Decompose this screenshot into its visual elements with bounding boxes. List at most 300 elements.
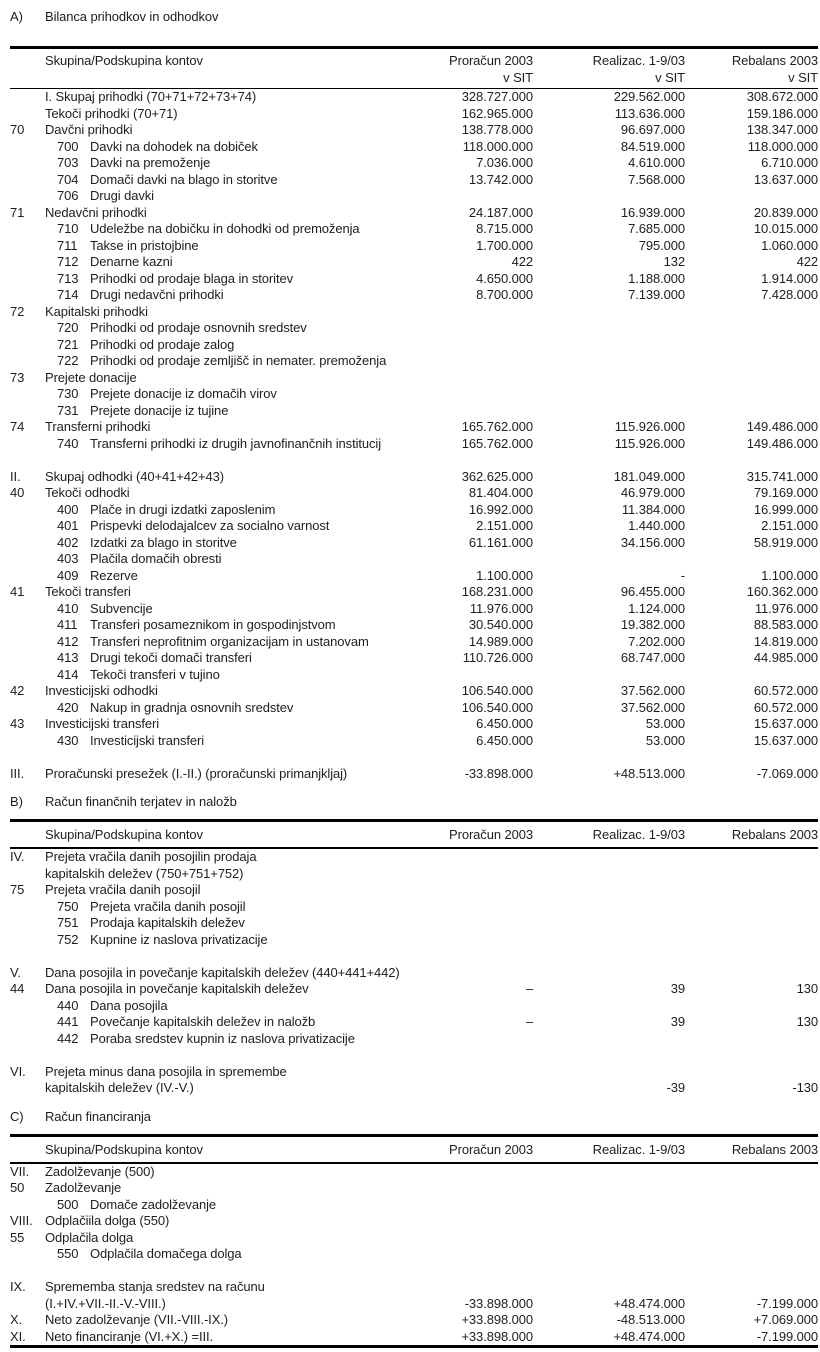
- row-value-proracun: [420, 320, 533, 337]
- row-subcode: 420: [57, 699, 79, 715]
- table-row: [10, 601, 818, 618]
- row-description-text: Transferni prihodki: [45, 419, 151, 434]
- row-description: [45, 667, 420, 684]
- row-value-realizac: [533, 849, 685, 866]
- row-value-proracun: 165.762.000: [461, 435, 533, 451]
- row-description: [45, 469, 420, 486]
- table-row: [10, 915, 818, 932]
- row-code: [10, 866, 45, 883]
- spacer-row: [10, 1047, 818, 1064]
- row-code: [10, 568, 45, 585]
- row-value-realizac: 16.939.000: [620, 204, 685, 220]
- row-value-realizac: [533, 370, 685, 387]
- row-value-proracun: 14.989.000: [468, 633, 533, 649]
- row-value-rebalans: [685, 1164, 818, 1181]
- table-row: [10, 568, 818, 585]
- row-value-proracun: 362.625.000: [461, 468, 533, 484]
- row-value-proracun: [420, 1180, 533, 1197]
- row-value-realizac: [533, 304, 685, 321]
- row-value-realizac: [533, 899, 685, 916]
- row-code: [10, 551, 45, 568]
- table-row: [10, 535, 818, 552]
- row-value-proracun: 422: [511, 254, 533, 269]
- row-subcode: 414: [57, 666, 79, 682]
- row-description: [45, 1080, 420, 1097]
- table-row: [10, 122, 818, 139]
- row-description: [45, 386, 420, 403]
- header-col-proracun: Proračun 2003: [449, 1141, 533, 1157]
- row-value-realizac: 46.979.000: [620, 485, 685, 500]
- row-description-text: Denarne kazni: [90, 254, 173, 269]
- row-value-proracun: [420, 304, 533, 321]
- row-value-rebalans: 138.347.000: [746, 122, 818, 137]
- row-value-rebalans: 130: [796, 981, 818, 996]
- row-value-realizac: 1.124.000: [628, 600, 685, 616]
- row-code: 70: [10, 122, 25, 137]
- row-value-proracun: [420, 882, 533, 899]
- row-value-proracun: [420, 915, 533, 932]
- row-value-rebalans: 422: [796, 254, 818, 269]
- row-description-text: Transferni prihodki iz drugih javnofinančnih institucij: [90, 435, 381, 451]
- section-a-table-body: [10, 89, 818, 782]
- section-c-table-body: [10, 1164, 818, 1349]
- row-value-rebalans: 6.710.000: [761, 155, 818, 170]
- spacer-row: [10, 1263, 818, 1280]
- row-value-rebalans: 60.572.000: [753, 683, 818, 698]
- row-value-rebalans: 118.000.000: [747, 138, 818, 154]
- row-value-rebalans: 1.914.000: [761, 270, 818, 286]
- row-value-realizac: [533, 1246, 685, 1263]
- section-a-table-header: [10, 46, 818, 89]
- row-description-text: Prejeta vračila danih posojil: [45, 882, 201, 897]
- row-description-text: Takse in pristojbine: [90, 237, 199, 253]
- row-description-text: Drugi nedavčni prihodki: [90, 287, 224, 302]
- row-code: [10, 915, 45, 932]
- row-description-text: Proračunski presežek (I.-II.) (proračunski primanjkljaj): [45, 765, 348, 781]
- row-code: 55: [10, 1229, 25, 1245]
- row-description-text: Neto zadolževanje (VII.-VIII.-IX.): [45, 1312, 229, 1327]
- table-row: [10, 254, 818, 271]
- row-description-text: Davki na premoženje: [90, 155, 211, 170]
- row-code: [10, 1080, 45, 1097]
- row-value-rebalans: 79.169.000: [753, 485, 818, 500]
- row-code: [10, 899, 45, 916]
- row-description: [45, 436, 420, 453]
- row-description: [45, 535, 420, 552]
- row-value-proracun: +33.898.000: [461, 1312, 533, 1327]
- row-value-realizac: -: [680, 567, 685, 583]
- row-description: [45, 965, 420, 982]
- row-description: [45, 866, 420, 883]
- row-code: X.: [10, 1312, 23, 1327]
- row-code: III.: [10, 765, 25, 781]
- row-value-realizac: 115.926.000: [614, 419, 685, 434]
- row-value-proracun: 30.540.000: [468, 617, 533, 632]
- row-description-text: Prejeta vračila danih posojilin prodaja: [45, 849, 257, 864]
- row-description: [45, 584, 420, 601]
- row-code: [10, 518, 45, 535]
- table-row: [10, 899, 818, 916]
- table-row: [10, 304, 818, 321]
- row-value-realizac: [533, 337, 685, 354]
- table-row: [10, 700, 818, 717]
- row-description-text: Investicijski transferi: [45, 716, 160, 731]
- row-value-proracun: -33.898.000: [464, 765, 533, 781]
- row-description: [45, 1031, 420, 1048]
- row-code: 41: [10, 584, 25, 599]
- row-description: [45, 419, 420, 436]
- row-description: [45, 932, 420, 949]
- header-col-proracun: Proračun 2003: [449, 53, 533, 68]
- row-code: [10, 502, 45, 519]
- row-value-proracun: [420, 1197, 533, 1214]
- table-row: [10, 882, 818, 899]
- row-code: V.: [10, 964, 21, 980]
- row-value-realizac: 132: [663, 254, 685, 269]
- row-value-realizac: [533, 915, 685, 932]
- row-value-rebalans: [685, 353, 818, 370]
- row-value-realizac: [533, 932, 685, 949]
- table-row: [10, 1064, 818, 1081]
- section-b-title: [10, 793, 818, 810]
- row-value-realizac: 39: [670, 981, 685, 996]
- row-value-realizac: [533, 667, 685, 684]
- row-value-rebalans: -7.199.000: [756, 1328, 818, 1344]
- row-description: [45, 568, 420, 585]
- row-description-text: Dana posojila in povečanje kapitalskih deležev (440+441+442): [45, 964, 400, 980]
- table-row: [10, 634, 818, 651]
- row-value-proracun: 106.540.000: [461, 683, 533, 698]
- row-value-rebalans: +7.069.000: [753, 1312, 818, 1327]
- table-row: [10, 287, 818, 304]
- row-value-proracun: [420, 403, 533, 420]
- row-description-text: Investicijski odhodki: [45, 683, 158, 698]
- table-row: [10, 1246, 818, 1263]
- row-value-realizac: [533, 551, 685, 568]
- row-value-rebalans: [685, 849, 818, 866]
- row-description-text: Kupnine iz naslova privatizacije: [90, 931, 268, 947]
- row-description: [45, 700, 420, 717]
- row-description: [45, 304, 420, 321]
- row-value-rebalans: 44.985.000: [753, 650, 818, 665]
- row-value-rebalans: 13.637.000: [753, 171, 818, 187]
- row-subcode: 731: [57, 402, 79, 418]
- row-value-proracun: [420, 899, 533, 916]
- row-value-proracun: [420, 866, 533, 883]
- row-value-rebalans: [685, 667, 818, 684]
- row-value-realizac: 34.156.000: [620, 534, 685, 550]
- table-row: [10, 386, 818, 403]
- section-a-label: A): [10, 9, 23, 24]
- row-value-realizac: +48.513.000: [613, 765, 685, 781]
- row-value-realizac: [533, 188, 685, 205]
- row-value-realizac: 11.384.000: [621, 501, 685, 517]
- row-value-proracun: -33.898.000: [464, 1295, 533, 1311]
- row-code: IV.: [10, 849, 25, 864]
- row-value-proracun: [420, 1080, 533, 1097]
- header-unit-realizac: v SIT: [655, 70, 685, 85]
- row-code: [10, 271, 45, 288]
- row-code: [10, 1296, 45, 1313]
- row-value-proracun: 24.187.000: [468, 204, 533, 220]
- row-description: [45, 1230, 420, 1247]
- row-description-text: Prihodki od prodaje osnovnih sredstev: [90, 320, 307, 335]
- row-code: [10, 1014, 45, 1031]
- row-description: [45, 601, 420, 618]
- row-code: 74: [10, 419, 25, 434]
- row-code: XI.: [10, 1328, 26, 1344]
- row-description-text: Investicijski transferi: [90, 732, 205, 748]
- row-description-text: Neto financiranje (VI.+X.) =III.: [45, 1328, 214, 1344]
- row-description-text: Domače zadolževanje: [90, 1196, 217, 1212]
- row-subcode: 714: [57, 287, 79, 302]
- row-description-text: kapitalskih deležev (750+751+752): [45, 865, 244, 881]
- row-code: [10, 617, 45, 634]
- header-col-rebalans: Rebalans 2003: [731, 53, 818, 68]
- row-description-text: Odplačiila dolga (550): [45, 1213, 170, 1228]
- row-code: [10, 535, 45, 552]
- section-c-table-header: [10, 1134, 818, 1164]
- row-code: VIII.: [10, 1213, 33, 1228]
- row-description-text: Tekoči prihodki (70+71): [45, 105, 178, 121]
- row-code: VII.: [10, 1163, 30, 1179]
- row-description: [45, 485, 420, 502]
- row-value-proracun: 106.540.000: [461, 699, 533, 715]
- header-col-accounts: Skupina/Podskupina kontov: [45, 1141, 203, 1157]
- row-value-rebalans: [685, 1230, 818, 1247]
- section-c-label: C): [10, 1108, 24, 1124]
- row-value-realizac: 113.636.000: [614, 105, 685, 121]
- row-description: [45, 502, 420, 519]
- row-value-proracun: [420, 551, 533, 568]
- header-unit-rebalans: v SIT: [788, 70, 818, 85]
- row-value-realizac: 4.610.000: [628, 155, 685, 170]
- row-subcode: 413: [57, 650, 79, 665]
- row-value-realizac: [533, 1031, 685, 1048]
- header-unit-proracun: v SIT: [503, 70, 533, 85]
- row-description: [45, 518, 420, 535]
- row-description-text: Kapitalski prihodki: [45, 303, 148, 319]
- row-code: 40: [10, 485, 25, 500]
- row-value-realizac: 84.519.000: [620, 138, 685, 154]
- row-subcode: 740: [57, 435, 79, 451]
- row-code: [10, 1197, 45, 1214]
- row-description-text: Prejeta minus dana posojila in spremembe: [45, 1063, 287, 1079]
- row-value-proracun: 162.965.000: [461, 105, 533, 121]
- table-row: [10, 139, 818, 156]
- table-row: [10, 188, 818, 205]
- row-description: [45, 1197, 420, 1214]
- header-col-realizac: Realizac. 1-9/03: [592, 53, 685, 68]
- row-value-rebalans: [685, 304, 818, 321]
- table-row: [10, 238, 818, 255]
- header-col-realizac: Realizac. 1-9/03: [592, 1141, 685, 1157]
- row-subcode: 752: [57, 931, 79, 947]
- row-description-text: Sprememba stanja sredstev na računu: [45, 1279, 265, 1294]
- row-value-proracun: 165.762.000: [461, 419, 533, 434]
- section-b-label: B): [10, 794, 23, 809]
- row-subcode: 500: [57, 1196, 79, 1212]
- row-code: [10, 221, 45, 238]
- row-description: [45, 899, 420, 916]
- row-subcode: 441: [57, 1014, 79, 1029]
- row-value-realizac: -39: [666, 1080, 685, 1095]
- table-row: [10, 172, 818, 189]
- row-description-text: Prispevki delodajalcev za socialno varnost: [90, 518, 330, 533]
- row-code: [10, 386, 45, 403]
- row-description: [45, 551, 420, 568]
- row-description: [45, 915, 420, 932]
- row-description: [45, 254, 420, 271]
- row-value-realizac: 68.747.000: [620, 650, 685, 665]
- row-description: [45, 403, 420, 420]
- row-value-proracun: [420, 370, 533, 387]
- row-subcode: 730: [57, 386, 79, 401]
- row-code: [10, 1246, 45, 1263]
- row-value-realizac: [533, 403, 685, 420]
- row-description: [45, 1329, 420, 1346]
- table-row: [10, 403, 818, 420]
- section-a-name: Bilanca prihodkov in odhodkov: [45, 9, 219, 24]
- row-value-proracun: 2.151.000: [476, 518, 533, 533]
- row-description-text: Prejete donacije: [45, 369, 137, 385]
- row-value-rebalans: -7.199.000: [756, 1295, 818, 1311]
- row-description-text: Transferi posameznikom in gospodinjstvom: [90, 617, 336, 632]
- table-row: [10, 1296, 818, 1313]
- table-row: [10, 436, 818, 453]
- row-code: [10, 139, 45, 156]
- table-row: [10, 419, 818, 436]
- row-subcode: 706: [57, 188, 79, 203]
- table-row: [10, 89, 818, 106]
- table-row: [10, 370, 818, 387]
- row-code: [10, 89, 45, 106]
- row-description-text: Skupaj odhodki (40+41+42+43): [45, 468, 224, 484]
- section-b-name: Račun finančnih terjatev in naložb: [45, 794, 237, 809]
- row-value-rebalans: [685, 1031, 818, 1048]
- row-code: 43: [10, 716, 25, 731]
- row-description: [45, 1014, 420, 1031]
- row-code: [10, 155, 45, 172]
- row-value-realizac: 37.562.000: [620, 699, 685, 715]
- spacer-row: [10, 452, 818, 469]
- row-value-rebalans: 15.637.000: [753, 716, 818, 731]
- row-value-realizac: [533, 1213, 685, 1230]
- header-col-accounts: Skupina/Podskupina kontov: [45, 827, 203, 842]
- row-code: [10, 700, 45, 717]
- row-code: 73: [10, 369, 25, 385]
- row-value-rebalans: [685, 1180, 818, 1197]
- row-description-text: Davki na dohodek na dobiček: [90, 138, 258, 154]
- row-value-realizac: 795.000: [638, 237, 685, 253]
- row-code: [10, 238, 45, 255]
- row-description: [45, 172, 420, 189]
- row-description: [45, 155, 420, 172]
- table-row: [10, 551, 818, 568]
- row-description-text: Transferi neprofitnim organizacijam in ustanovam: [90, 633, 369, 649]
- row-subcode: 700: [57, 138, 79, 154]
- row-description-text: Prejete donacije iz tujine: [90, 402, 229, 418]
- section-c-title: [10, 1108, 818, 1125]
- section-c-name: Račun financiranja: [45, 1108, 151, 1124]
- row-subcode: 750: [57, 898, 79, 914]
- row-value-proracun: 61.161.000: [468, 534, 533, 550]
- row-description-text: Poraba sredstev kupnin iz naslova privatizacije: [90, 1030, 355, 1046]
- table-row: [10, 205, 818, 222]
- row-value-proracun: [420, 353, 533, 370]
- table-row: [10, 1031, 818, 1048]
- row-value-rebalans: [685, 386, 818, 403]
- table-row: [10, 1230, 818, 1247]
- row-value-rebalans: 149.486.000: [746, 419, 818, 434]
- row-code: [10, 667, 45, 684]
- row-subcode: 711: [57, 237, 78, 253]
- row-code: [10, 1031, 45, 1048]
- row-value-realizac: 115.926.000: [614, 435, 685, 451]
- row-description-text: Drugi tekoči domači transferi: [90, 650, 252, 665]
- row-value-rebalans: 315.741.000: [746, 468, 818, 484]
- row-description-text: Rezerve: [90, 567, 138, 583]
- table-row: [10, 849, 818, 866]
- row-value-proracun: [420, 849, 533, 866]
- row-value-proracun: [420, 1031, 533, 1048]
- row-description-text: Domači davki na blago in storitve: [90, 171, 278, 187]
- row-code: 71: [10, 204, 25, 220]
- row-value-proracun: [420, 1279, 533, 1296]
- row-value-realizac: [533, 1164, 685, 1181]
- row-description: [45, 370, 420, 387]
- row-value-rebalans: [685, 1246, 818, 1263]
- row-value-proracun: 328.727.000: [461, 89, 533, 104]
- row-value-realizac: [533, 386, 685, 403]
- row-value-proracun: [420, 188, 533, 205]
- row-code: 42: [10, 683, 25, 698]
- table-row: [10, 1312, 818, 1329]
- row-description: [45, 205, 420, 222]
- row-description: [45, 122, 420, 139]
- row-value-realizac: 7.568.000: [628, 171, 685, 187]
- row-value-realizac: 39: [670, 1014, 685, 1029]
- header-col-proracun: Proračun 2003: [449, 827, 533, 842]
- row-value-realizac: 37.562.000: [620, 683, 685, 698]
- table-row: [10, 469, 818, 486]
- row-value-realizac: 53.000: [645, 716, 685, 731]
- row-value-rebalans: [685, 932, 818, 949]
- table-row: [10, 667, 818, 684]
- row-subcode: 720: [57, 320, 79, 335]
- table-row: [10, 1014, 818, 1031]
- row-description: [45, 683, 420, 700]
- row-code: [10, 188, 45, 205]
- row-code: 50: [10, 1180, 25, 1195]
- table-row: [10, 353, 818, 370]
- row-value-realizac: [533, 1230, 685, 1247]
- row-code: [10, 932, 45, 949]
- row-description: [45, 287, 420, 304]
- row-value-rebalans: 14.819.000: [753, 633, 818, 649]
- row-value-proracun: 8.715.000: [476, 221, 533, 236]
- row-value-rebalans: 130: [796, 1014, 818, 1029]
- row-description-text: Udeležbe na dobičku in dohodki od premoženja: [90, 221, 360, 236]
- row-value-rebalans: [685, 188, 818, 205]
- row-description-text: (I.+IV.+VII.-II.-V.-VIII.): [45, 1295, 166, 1311]
- spacer-row: [10, 948, 818, 965]
- row-code: 75: [10, 882, 25, 897]
- row-value-proracun: 1.100.000: [476, 567, 533, 583]
- row-description: [45, 882, 420, 899]
- row-value-realizac: [533, 866, 685, 883]
- row-value-rebalans: [685, 1213, 818, 1230]
